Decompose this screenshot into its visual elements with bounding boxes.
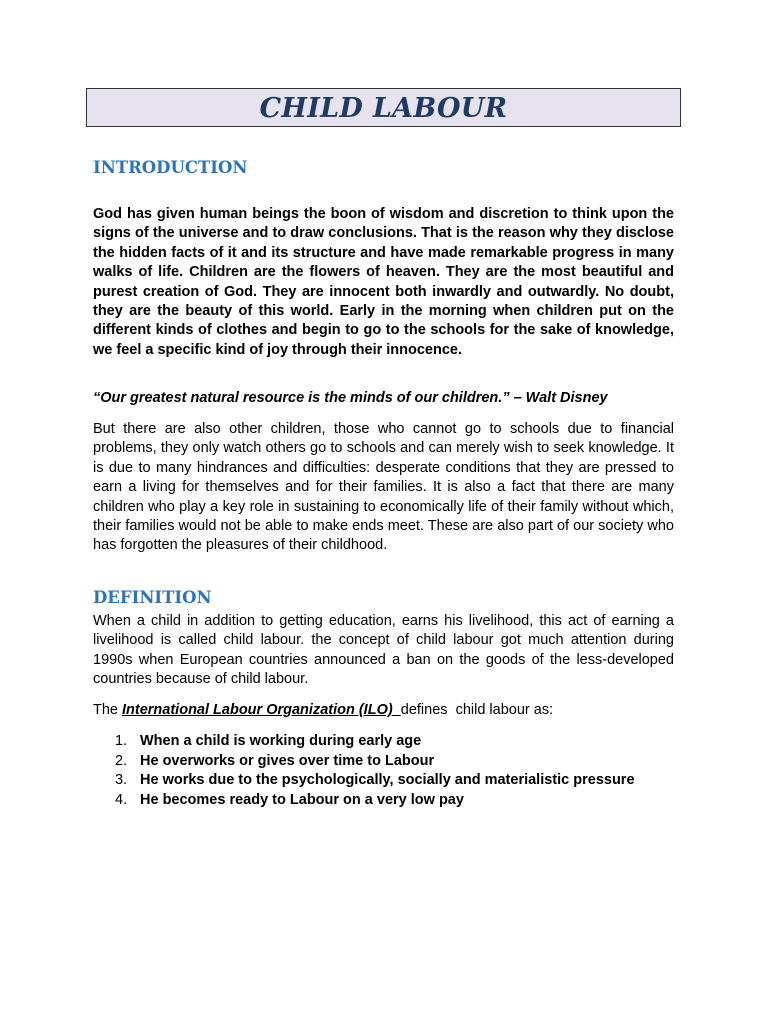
ilo-link[interactable]: International Labour Organization (ILO) bbox=[122, 702, 401, 718]
list-item-text: He works due to the psychologically, socially and materialistic pressure bbox=[140, 772, 635, 788]
list-item-number: 4. bbox=[115, 791, 128, 808]
definition-heading: DEFINITION bbox=[93, 588, 212, 607]
ilo-definition-line bbox=[93, 701, 674, 720]
list-item-text: When a child is working during early age bbox=[140, 733, 422, 749]
list-item bbox=[93, 791, 693, 811]
ilo-prefix: The bbox=[93, 702, 123, 718]
list-item bbox=[93, 732, 693, 752]
introduction-paragraph: God has given human beings the boon of wisdom and discretion to think upon the signs of the universe and to draw conclusions. That is the reason why they disclose the hidden facts of it and its structure and have made remarkable progress in many walks of life. Children are the flowers of heaven. They are the most beautiful and purest creation of God. They are innocent both inwardly and outwardly. No doubt, they are the beauty of this world. Early in the morning when children put on the different kinds of clothes and begin to go to the schools for the sake of knowledge, we feel a specific kind of joy through their innocence. bbox=[93, 206, 674, 358]
definition-list bbox=[93, 732, 693, 810]
list-item bbox=[93, 771, 693, 791]
introduction-heading: INTRODUCTION bbox=[93, 158, 248, 177]
walt-disney-quote: “Our greatest natural resource is the minds of our children.” – Walt Disney bbox=[93, 390, 608, 406]
list-item-number: 3. bbox=[115, 772, 128, 788]
definition-paragraph: When a child in addition to getting education, earns his livelihood, this act of earning a livelihood is called child labour. the concept of child labour got much attention during 1990s when European countries announced a ban on the goods of the less-developed countries because of child labour. bbox=[93, 613, 674, 688]
page-title: CHILD LABOUR bbox=[259, 93, 508, 124]
list-item-number: 2. bbox=[115, 752, 128, 769]
ilo-suffix: defines child labour as: bbox=[400, 702, 554, 718]
list-item-text: He becomes ready to Labour on a very low pay bbox=[140, 791, 464, 808]
introduction-paragraph-2: But there are also other children, those who cannot go to schools due to financial problems, they only watch others go to schools and can merely wish to seek knowledge. It is due to many hindrances and difficulties: desperate conditions that they are pressed to earn a living for themselves and for their families. It is also a fact that there are many children who play a key role in sustaining to economically life of their family without which, their families would not be able to make ends meet. These are also part of our society who has forgotten the pleasures of their childhood. bbox=[93, 421, 674, 554]
list-item-number: 1. bbox=[115, 733, 128, 749]
title-box bbox=[86, 88, 681, 127]
list-item-text: He overworks or gives over time to Labour bbox=[140, 752, 435, 769]
list-item bbox=[93, 752, 693, 772]
